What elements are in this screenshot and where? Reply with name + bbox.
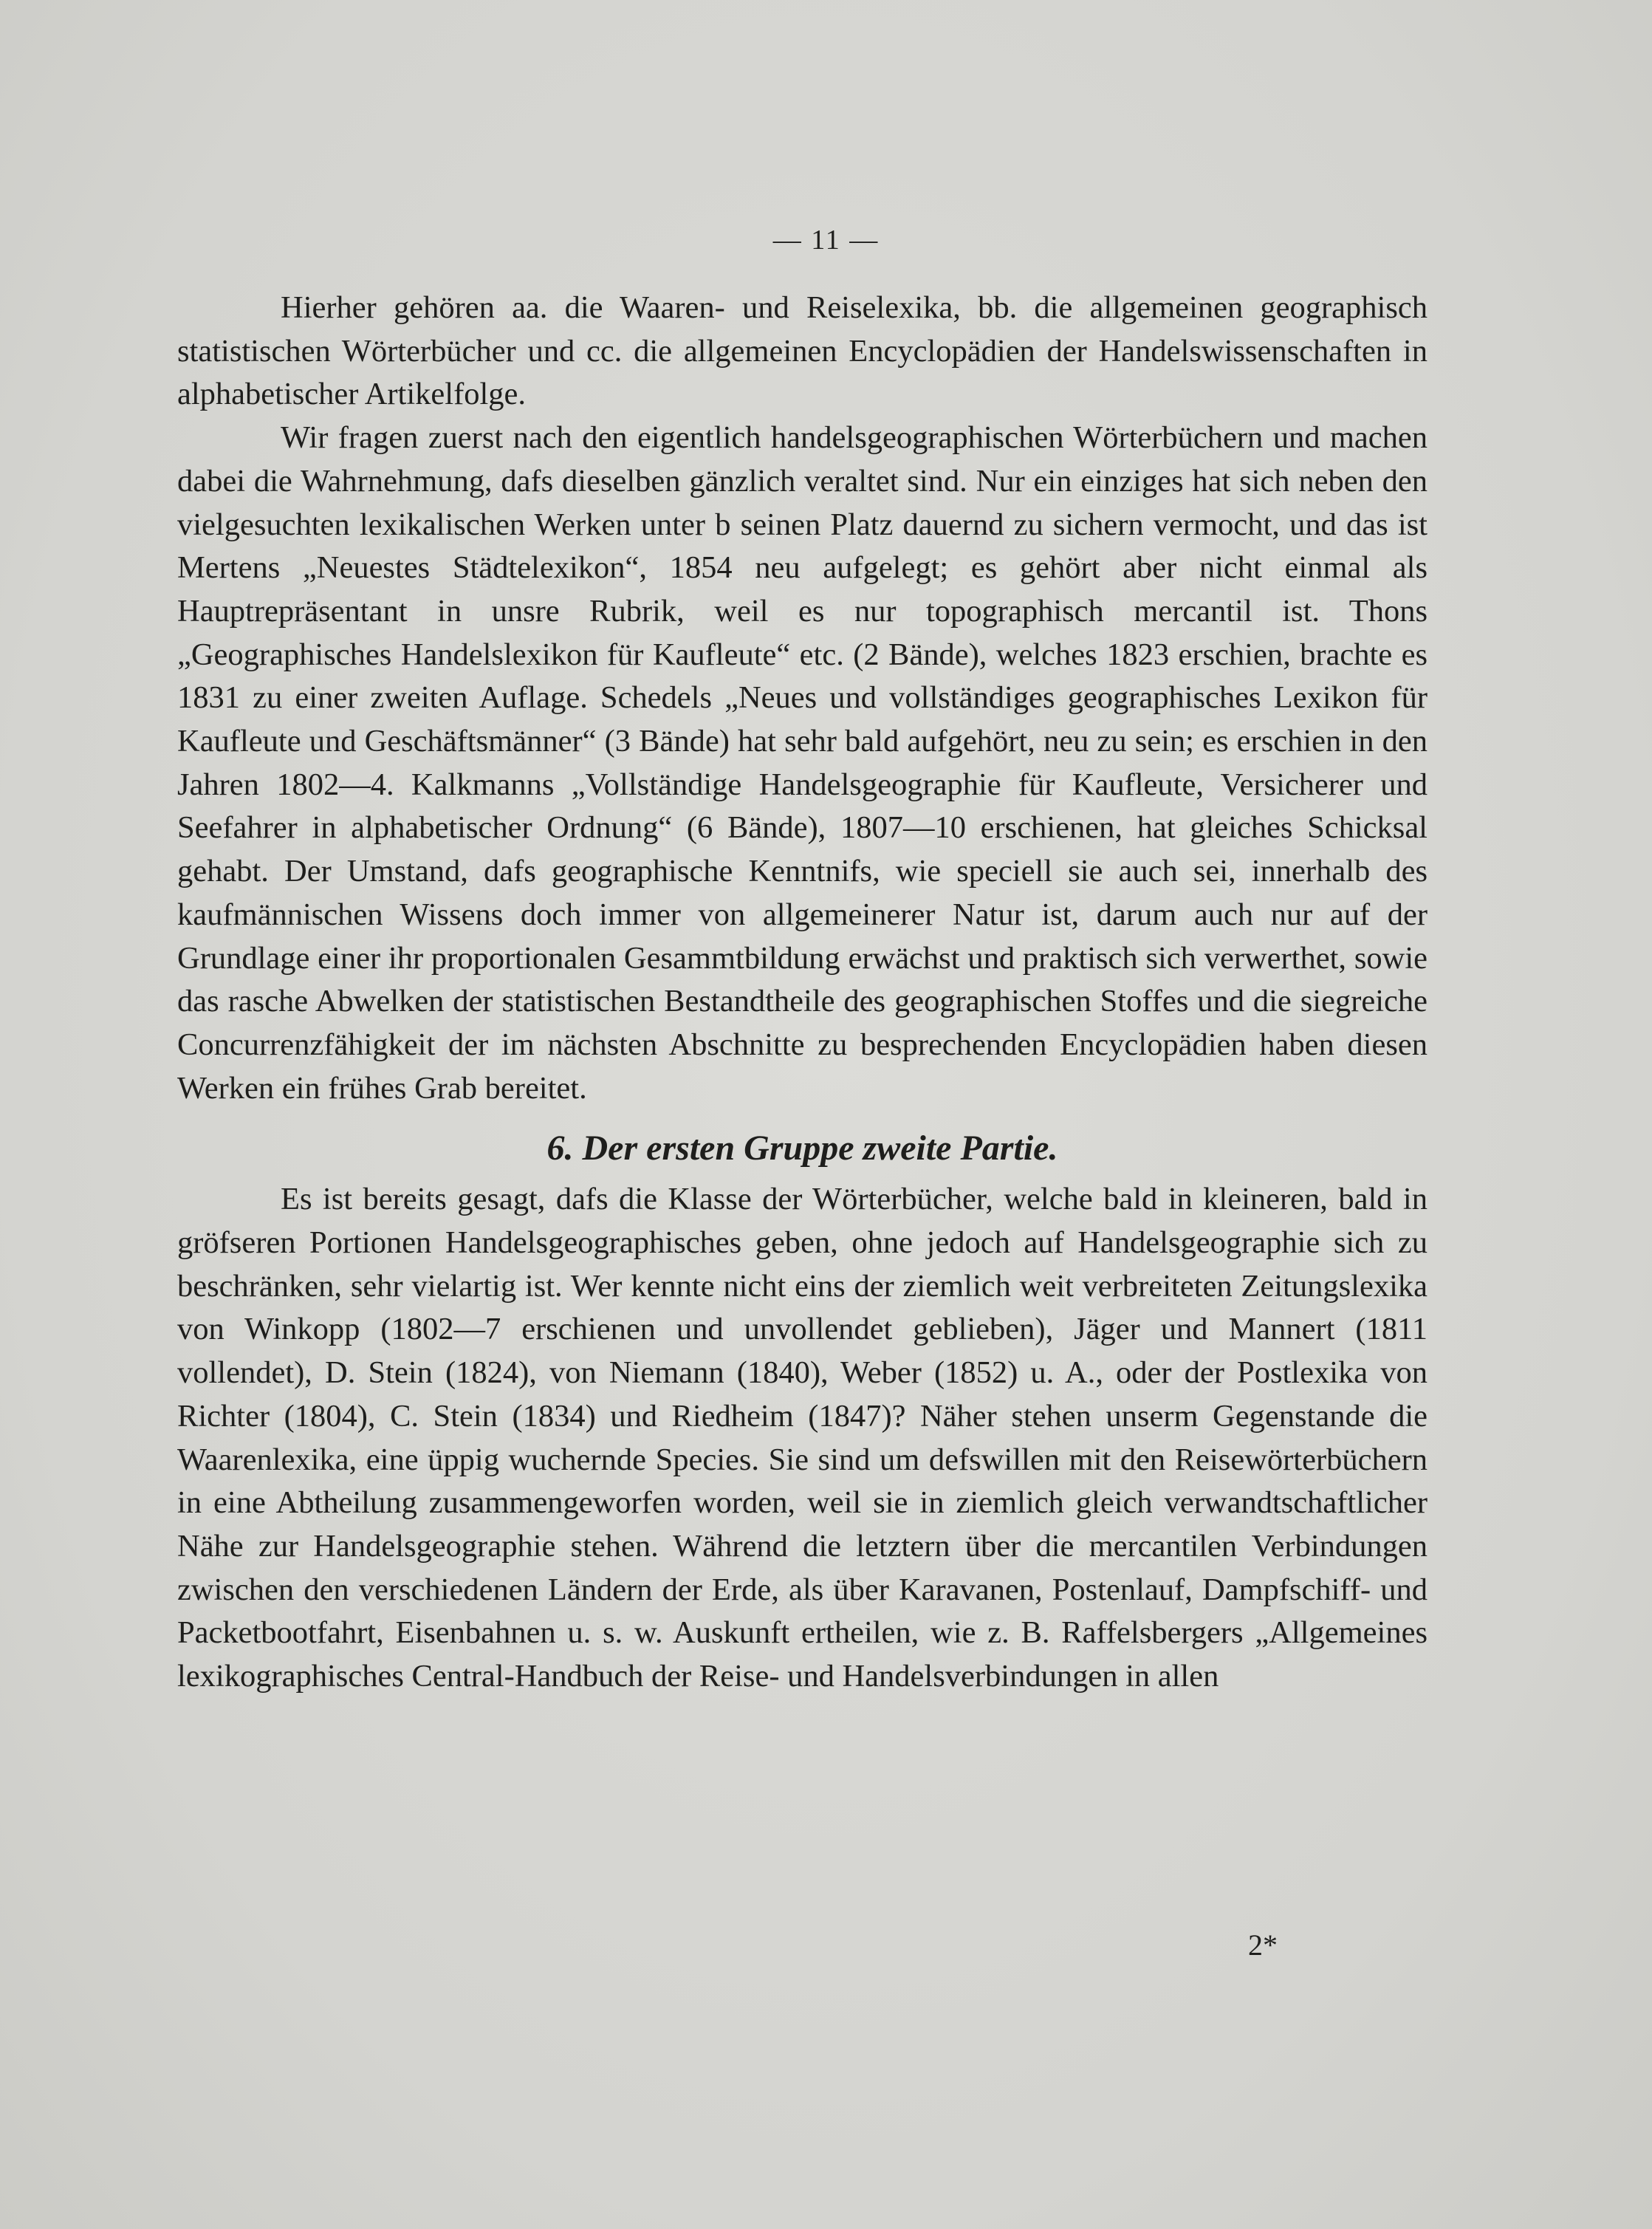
section-heading: 6. Der ersten Gruppe zweite Partie. bbox=[546, 1129, 1058, 1168]
signature-mark: 2* bbox=[1248, 1928, 1278, 1962]
body-text bbox=[177, 287, 1427, 1699]
paragraph-1: Hierher gehören aa. die Waaren- und Reiselexika, bb. die allgemeinen geographisch statistischen Wörterbücher und cc. die allgemeinen Encyclopädien der Handelswissenschaften in alphabetischer Artikelfolge. bbox=[177, 290, 1427, 412]
page-number: — 11 — bbox=[772, 225, 880, 256]
paragraph-3: Es ist bereits gesagt, dafs die Klasse der Wörterbücher, welche bald in kleineren, bald in gröfseren Portionen Handelsgeographisches geben, ohne jedoch auf Handelsgeographie sich zu beschränken, sehr vielartig ist. Wer kennte nicht eins der ziemlich weit verbreiteten Zeitungslexika von Winkopp (1802—7 erschienen und unvollendet geblieben), Jäger und Mannert (1811 vollendet), D. Stein (1824), von Niemann (1840), Weber (1852) u. A., oder der Postlexika von Richter (1804), C. Stein (1834) und Riedheim (1847)? Näher stehen unserm Gegenstande die Waarenlexika, eine üppig wuchernde Species. Sie sind um defswillen mit den Reisewörterbüchern in eine Abtheilung zusammengeworfen worden, weil sie in ziemlich gleich verwandtschaftlicher Nähe zur Handelsgeographie stehen. Während die letztern über die mercantilen Verbindungen zwischen den verschiedenen Ländern der Erde, als über Karavanen, Postenlauf, Dampfschiff- und Packetbootfahrt, Eisenbahnen u. s. w. Auskunft ertheilen, wie z. B. Raffelsbergers „Allgemeines lexikographisches Central-Handbuch der Reise- und Handelsverbindungen in allen bbox=[177, 1182, 1427, 1694]
paragraph-2: Wir fragen zuerst nach den eigentlich handelsgeographischen Wörterbüchern und machen dabei die Wahrnehmung, dafs dieselben gänzlich veraltet sind. Nur ein einziges hat sich neben den vielgesuchten lexikalischen Werken unter b seinen Platz dauernd zu sichern vermocht, und das ist Mertens „Neuestes Städtelexikon“, 1854 neu aufgelegt; es gehört aber nicht einmal als Hauptrepräsentant in unsre Rubrik, weil es nur topographisch mercantil ist. Thons „Geographisches Handelslexikon für Kaufleute“ etc. (2 Bände), welches 1823 erschien, brachte es 1831 zu einer zweiten Auflage. Schedels „Neues und vollständiges geographisches Lexikon für Kaufleute und Geschäftsmänner“ (3 Bände) hat sehr bald aufgehört, neu zu sein; es erschien in den Jahren 1802—4. Kalkmanns „Vollständige Handelsgeographie für Kaufleute, Versicherer und Seefahrer in alphabetischer Ordnung“ (6 Bände), 1807—10 erschienen, hat gleiches Schicksal gehabt. Der Umstand, dafs geographische Kenntnifs, wie speciell sie auch sei, innerhalb des kaufmännischen Wissens doch immer von allgemeinerer Natur ist, darum auch nur auf der Grundlage einer ihr proportionalen Gesammtbildung erwächst und praktisch sich verwerthet, sowie das rasche Abwelken der statistischen Bestandtheile des geographischen Stoffes und die siegreiche Concurrenzfähigkeit der im nächsten Abschnitte zu besprechenden Encyclopädien haben diesen Werken ein frühes Grab bereitet. bbox=[177, 420, 1427, 1106]
